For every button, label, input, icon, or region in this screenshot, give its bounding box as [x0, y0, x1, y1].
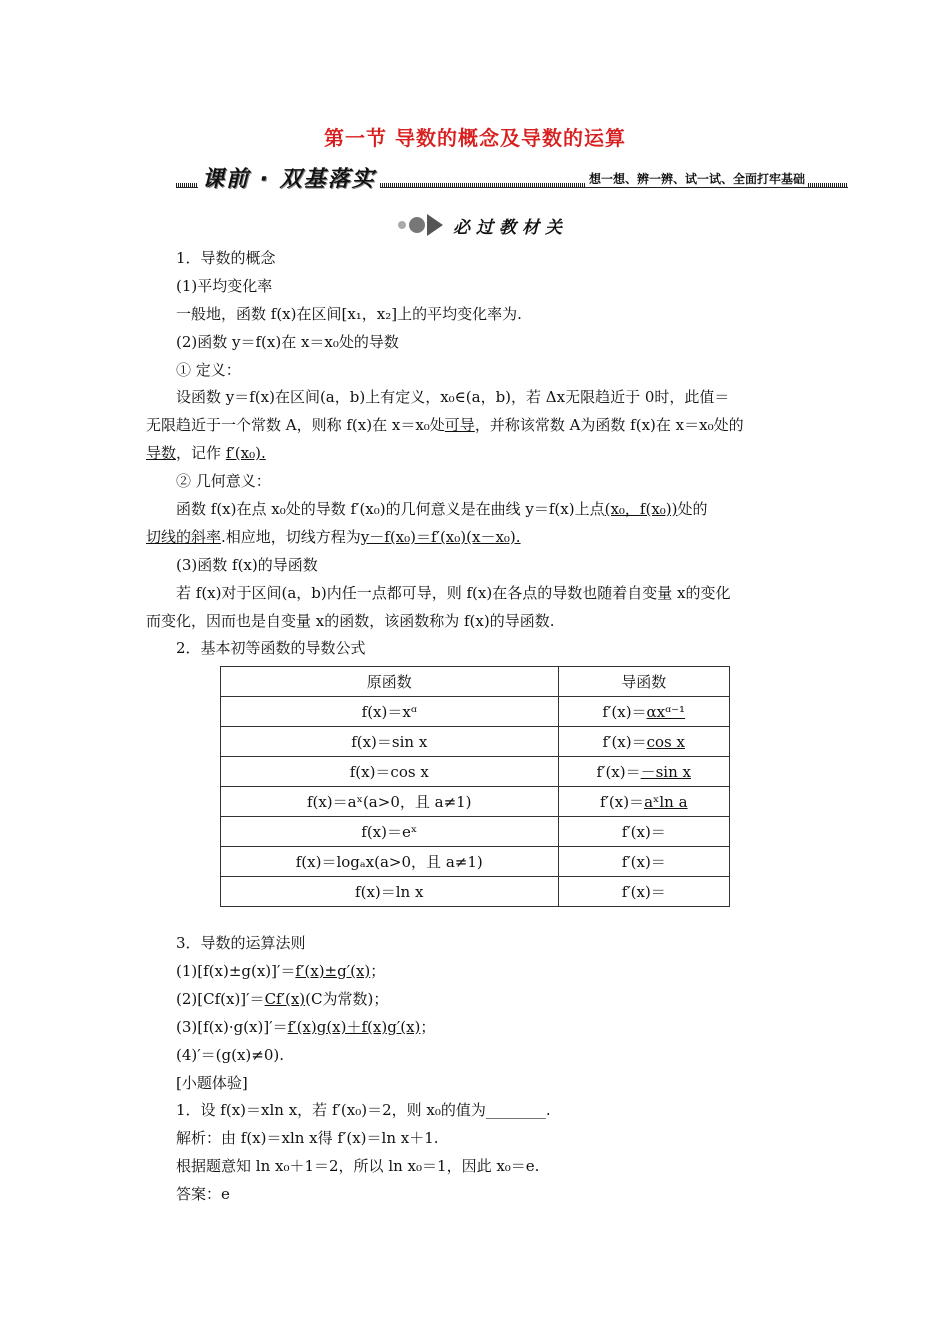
table-cell: f(x)＝aˣ(a>0，且 a≠1): [221, 787, 559, 817]
text-segment: 处的: [677, 500, 708, 518]
heading-3: 3．导数的运算法则: [176, 934, 306, 952]
derivative-prefix: f′(x)＝: [596, 763, 641, 781]
paragraph-line: 设函数 y＝f(x)在区间(a，b)上有定义，x₀∈(a，b)，若 Δx无限趋近于 0时，此值＝: [176, 388, 730, 406]
table-cell: f(x)＝ln x: [221, 877, 559, 907]
answer-fill: f′(x)g(x)＋f(x)g′(x): [287, 1018, 421, 1036]
badge-label: 必过教材关: [453, 217, 568, 238]
large-dot-icon: [409, 217, 425, 233]
paragraph-line: [146, 443, 266, 463]
heading-1: 1．导数的概念: [176, 249, 276, 267]
rule-line: [176, 989, 388, 1009]
paragraph-line: [146, 415, 744, 435]
banner-main-text: 课前 · 双基落实: [198, 162, 380, 193]
answer-fill: cos x: [646, 733, 685, 751]
table-row: [221, 727, 730, 757]
table-row: [221, 787, 730, 817]
text-segment: ；: [370, 962, 386, 980]
derivative-prefix: f′(x)＝: [621, 883, 666, 901]
answer-fill: 切线的斜率: [146, 528, 222, 546]
paragraph-line: [176, 499, 708, 519]
text-segment: (3)[f(x)·g(x)]′＝: [176, 1018, 288, 1036]
answer-fill: Cf′(x): [264, 990, 306, 1008]
subheading: (2)函数 y＝f(x)在 x＝x₀处的导数: [176, 333, 399, 351]
table-cell: [558, 787, 730, 817]
subheading: (1)平均变化率: [176, 277, 273, 295]
derivative-prefix: f′(x)＝: [621, 853, 666, 871]
text-segment: ，记作: [176, 444, 222, 462]
derivative-prefix: f′(x)＝: [602, 733, 647, 751]
table-cell: f(x)＝eˣ: [221, 817, 559, 847]
text-segment: ；: [420, 1018, 436, 1036]
page-title: 第一节 导数的概念及导数的运算: [324, 126, 626, 150]
table-cell: [558, 817, 730, 847]
table-cell: [558, 727, 730, 757]
column-header: 原函数: [221, 667, 559, 697]
answer-fill: 导数: [146, 444, 177, 462]
table-cell: f(x)＝logₐx(a>0，且 a≠1): [221, 847, 559, 877]
subheading: ② 几何意义：: [176, 472, 271, 490]
rule-line: (4)′＝(g(x)≠0).: [176, 1046, 285, 1064]
answer-fill: 可导: [444, 416, 475, 434]
solution-line: 根据题意知 ln x₀＋1＝2，所以 ln x₀＝1，因此 x₀＝e.: [176, 1157, 540, 1175]
practice-question: 1．设 f(x)＝xln x，若 f′(x₀)＝2，则 x₀的值为________.: [176, 1101, 551, 1119]
table-row: [221, 757, 730, 787]
practice-heading: [小题体验]: [176, 1074, 248, 1092]
text-segment: (2)[Cf(x)]′＝: [176, 990, 265, 1008]
table-cell: [558, 697, 730, 727]
subheading: ① 定义：: [176, 361, 241, 379]
answer-fill: f′(x₀).: [225, 444, 266, 462]
paragraph-line: [146, 527, 521, 547]
table-header-row: [221, 667, 730, 697]
column-header: 导函数: [558, 667, 730, 697]
text-segment: 无限趋近于一个常数 A，则称 f(x)在 x＝x₀处: [146, 416, 445, 434]
table-row: [221, 877, 730, 907]
section-banner: [176, 160, 848, 196]
paragraph-line: 若 f(x)对于区间(a，b)内任一点都可导，则 f(x)在各点的导数也随着自变量 x的变化: [176, 584, 731, 602]
answer-fill: aˣln a: [644, 793, 688, 811]
banner-sub-text: 想一想、辨一辨、试一试、全面打牢基础: [586, 170, 808, 187]
answer-fill: y－f(x₀)＝f′(x₀)(x－x₀).: [360, 528, 521, 546]
table-cell: f(x)＝xᵅ: [221, 697, 559, 727]
answer-fill: f′(x)±g′(x): [295, 962, 371, 980]
text-segment: (C为常数)；: [305, 990, 389, 1008]
derivative-prefix: f′(x)＝: [621, 823, 666, 841]
text-segment: ，并称该常数 A为函数 f(x)在 x＝x₀处的: [474, 416, 744, 434]
answer-fill: (x₀，f(x₀)): [604, 500, 678, 518]
text-segment: (1)[f(x)±g(x)]′＝: [176, 962, 296, 980]
table-cell: [558, 847, 730, 877]
table-row: [221, 847, 730, 877]
answer-fill: αxᵅ⁻¹: [646, 703, 686, 721]
derivative-prefix: f′(x)＝: [602, 703, 647, 721]
solution-line: 解析：由 f(x)＝xln x得 f′(x)＝ln x＋1.: [176, 1129, 439, 1147]
text-segment: 函数 f(x)在点 x₀处的导数 f′(x₀)的几何意义是在曲线 y＝f(x)上点: [176, 500, 605, 518]
rule-line: [176, 961, 385, 981]
table-cell: [558, 757, 730, 787]
answer-line: 答案：e: [176, 1185, 230, 1203]
table-row: [221, 817, 730, 847]
table-row: [221, 697, 730, 727]
table-cell: f(x)＝cos x: [221, 757, 559, 787]
paragraph-line: 而变化，因而也是自变量 x的函数，该函数称为 f(x)的导函数.: [146, 612, 555, 630]
derivative-table: [220, 666, 730, 907]
answer-fill: －sin x: [640, 763, 691, 781]
arrow-right-icon: [427, 214, 443, 236]
paragraph-line: 一般地，函数 f(x)在区间[x₁，x₂]上的平均变化率为.: [176, 305, 522, 323]
table-cell: f(x)＝sin x: [221, 727, 559, 757]
small-dot-icon: [398, 221, 406, 229]
heading-2: 2．基本初等函数的导数公式: [176, 639, 366, 657]
subheading: (3)函数 f(x)的导函数: [176, 556, 318, 574]
rule-line: [176, 1017, 435, 1037]
text-segment: .相应地，切线方程为: [221, 528, 361, 546]
derivative-prefix: f′(x)＝: [599, 793, 645, 811]
table-cell: [558, 877, 730, 907]
section-badge: [398, 211, 568, 239]
